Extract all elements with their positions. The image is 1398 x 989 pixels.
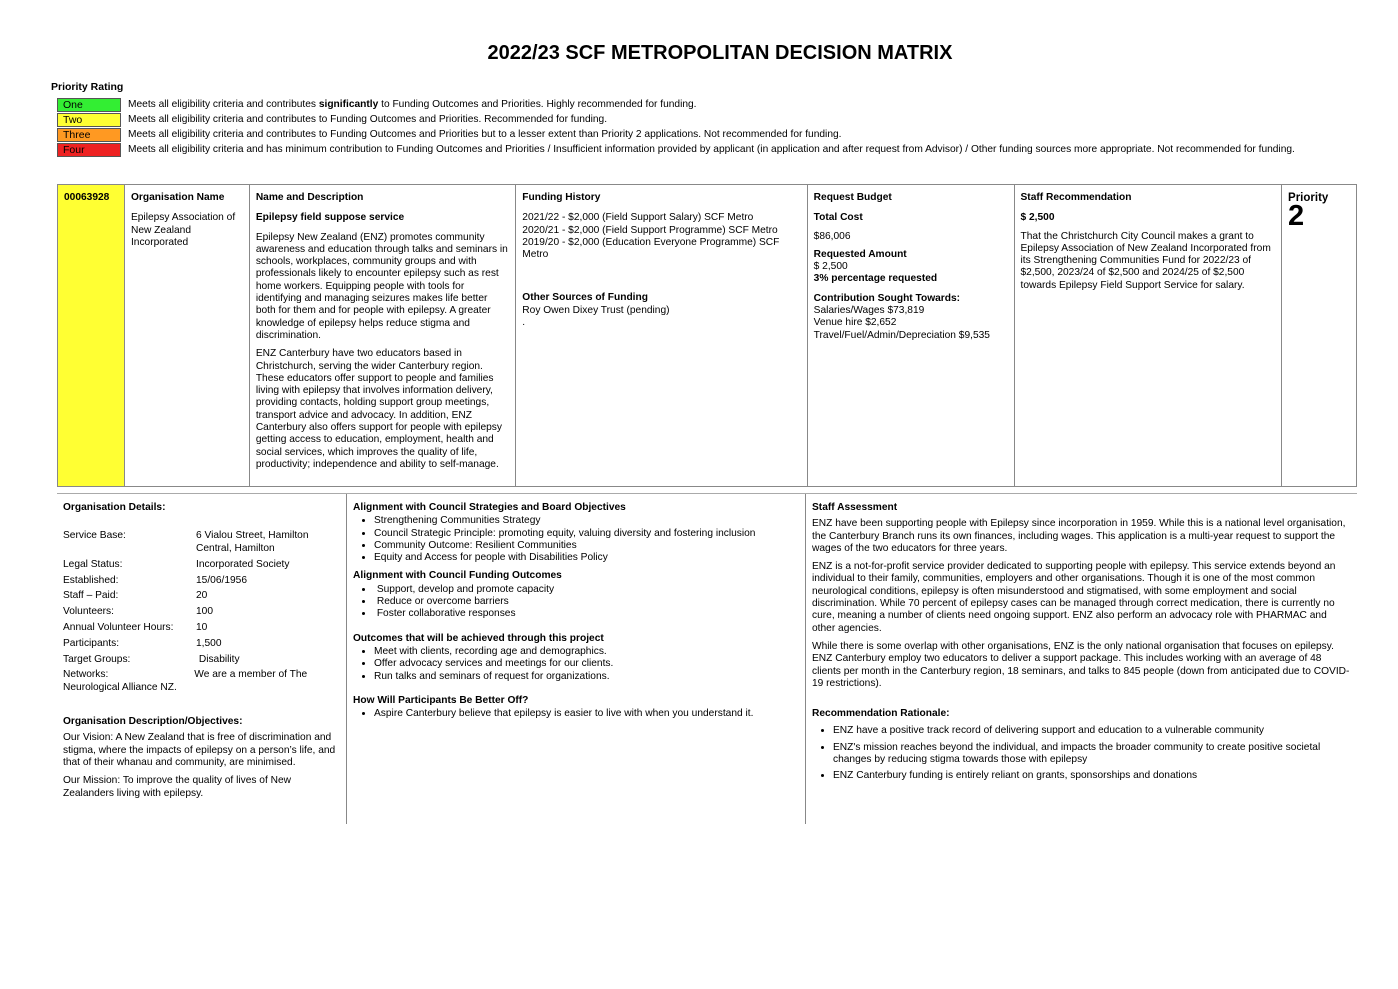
contribution-item: Travel/Fuel/Admin/Depreciation $9,535 (813, 329, 990, 341)
legend-swatch-one: One (57, 98, 121, 112)
requested-amount-label: Requested Amount (813, 248, 907, 260)
staff-assessment-section (806, 494, 1357, 824)
list-item: • Strengthening Communities Strategy (374, 515, 799, 527)
legend-row-two (57, 112, 1295, 127)
assessment-paragraph-3: While there is some overlap with other organisations, ENZ is the only national organisation that focuses on epilepsy. ENZ Canterbury employ two educators to deliver a support package. This includes working with an average of 48 clients per month in the Canterbury region, 18 seminars, and talks to 845 people (down from anticipated due to COVID-19 restrictions). (812, 640, 1350, 689)
legend-swatch-two: Two (57, 113, 121, 127)
staff-recommendation-amount: $ 2,500 (1020, 212, 1055, 224)
list-item: • Offer advocacy services and meetings for our clients. (374, 658, 799, 670)
funding-outcomes-list (353, 584, 799, 621)
list-item: • Foster collaborative responses (374, 608, 799, 620)
description-header: Name and Description (255, 192, 364, 203)
detail-row-service-base: Service Base: 6 Vialou Street, Hamilton Central, Hamilton (63, 530, 309, 554)
strategies-list (353, 515, 799, 564)
org-name-header: Organisation Name (130, 192, 225, 203)
detail-row-participants: Participants: 1,500 (63, 637, 222, 649)
assessment-paragraph-1: ENZ have been supporting people with Epilepsy since incorporation in 1959. While this is a national level organisation, the Canterbury Branch runs its own finances, including wages. This application is a multi-year request to support the wages of the two educators for three years. (812, 518, 1346, 554)
other-sources-header: Other Sources of Funding (522, 292, 648, 304)
priority-cell (1282, 185, 1357, 487)
page-title: 2022/23 SCF METROPOLITAN DECISION MATRIX (487, 42, 953, 64)
contribution-item: Venue hire $2,652 (813, 317, 897, 329)
description-paragraph-1: Epilepsy New Zealand (ENZ) promotes community awareness and education through talks and seminars in schools, workplaces, community groups and with professionals likely to encounter epilepsy such as rest home workers. Equipping people with tools for identifying and managing seizures makes life better both for them and for people with epilepsy. A greater knowledge of epilepsy helps reduce stigma and discrimination. (255, 231, 508, 341)
other-sources-dot: . (522, 317, 526, 329)
funding-history-header: Funding History (522, 192, 601, 203)
application-id: 00063928 (64, 192, 110, 203)
list-item: • Meet with clients, recording age and demographics. (374, 646, 799, 658)
legend-text-two: Meets all eligibility criteria and contributes to Funding Outcomes and Priorities. Recommended for funding. (128, 114, 608, 125)
priority-legend (57, 97, 1295, 157)
staff-assessment-heading: Staff Assessment (812, 502, 898, 513)
application-table (57, 184, 1357, 487)
list-item: • Council Strategic Principle: promoting equity, valuing diversity and fostering inclusion (374, 528, 799, 540)
rationale-list (812, 725, 1351, 782)
detail-row-networks: Networks: We are a member of The Neurological Alliance NZ. (63, 669, 308, 693)
project-name: Epilepsy field suppose service (255, 212, 405, 224)
outcomes-list (353, 646, 799, 683)
requested-amount: $ 2,500 (813, 261, 848, 273)
legend-row-one (57, 97, 1295, 112)
other-sources: Roy Owen Dixey Trust (pending) (522, 304, 670, 316)
total-cost: $86,006 (813, 230, 851, 242)
legend-text-three: Meets all eligibility criteria and contributes to Funding Outcomes and Priorities but to a lesser extent than Priority 2 applications. Not recommended for funding. (128, 129, 842, 140)
legend-text-four: Meets all eligibility criteria and has minimum contribution to Funding Outcomes and Priorities / Insufficient information provided by applicant (in application and after request from Advisor) / Other funding sources more appropriate. Not recommended for funding. (128, 144, 1295, 155)
funding-history-cell (516, 185, 807, 487)
legend-row-three (57, 127, 1295, 142)
description-paragraph-2: ENZ Canterbury have two educators based in Christchurch, serving the wider Canterbury region. These educators offer support to people and families living with epilepsy that involves information delivery, providing contacts, holding support group meetings, transport advice and advocacy. In addition, ENZ Canterbury also offers support for people with epilepsy getting access to education, employment, health and social services, which improves the quality of life, productivity; independence and ability to self-manage. (255, 348, 502, 470)
detail-row-volunteer-hours: Annual Volunteer Hours: 10 (63, 622, 208, 634)
list-item: • ENZ Canterbury funding is entirely reliant on grants, sponsorships and donations (833, 770, 1351, 782)
list-item: • Aspire Canterbury believe that epilepsy is easier to live with when you understand it. (374, 708, 799, 720)
assessment-paragraph-2: ENZ is a not-for-profit service provider dedicated to supporting people with epilepsy. This service extends beyond an individual to their family, communities, employers and other organisations. Though it is one of the most common neurological conditions, epilepsy is often misunderstood and stigmatised, with some employment and social discrimination. While 70 percent of epilepsy cases can be managed through correct medication, there is currently no cure, meaning a number of clients need ongoing support. ENZ also perform an advocacy role with PHARMAC and other agencies. (812, 561, 1336, 634)
outcomes-heading: Outcomes that will be achieved through this project (353, 632, 604, 644)
request-budget-header: Request Budget (813, 192, 892, 203)
list-item: • Run talks and seminars of request for organizations. (374, 671, 799, 683)
funding-history-item: 2020/21 - $2,000 (Field Support Programme) SCF Metro (522, 224, 778, 236)
legend-swatch-three: Three (57, 128, 121, 142)
priority-value: 2 (1288, 200, 1305, 233)
contribution-item: Salaries/Wages $73,819 (813, 305, 925, 317)
organisation-details (57, 494, 347, 824)
details-section (57, 493, 1357, 824)
participants-heading: How Will Participants Be Better Off? (353, 694, 529, 706)
detail-row-target-groups: Target Groups: Disability (63, 653, 240, 665)
detail-row-legal-status: Legal Status: Incorporated Society (63, 558, 290, 570)
org-vision: Our Vision: A New Zealand that is free of discrimination and stigma, where the impacts of epilepsy on a person’s life, and that of their whanau and community, are minimised. (63, 732, 336, 768)
detail-row-volunteers: Volunteers: 100 (63, 606, 213, 618)
list-item: • Community Outcome: Resilient Communities (374, 540, 799, 552)
request-budget-cell (807, 185, 1014, 487)
total-cost-label: Total Cost (813, 212, 863, 224)
strategies-heading: Alignment with Council Strategies and Board Objectives (353, 502, 626, 513)
contribution-label: Contribution Sought Towards: (813, 292, 961, 304)
priority-header: Priority (1288, 192, 1329, 204)
org-mission: Our Mission: To improve the quality of lives of New Zealanders living with epilepsy. (63, 775, 291, 799)
detail-row-established: Established: 15/06/1956 (63, 574, 247, 586)
percentage-requested: 3% percentage requested (813, 273, 938, 285)
staff-recommendation-cell (1014, 185, 1282, 487)
list-item: • Support, develop and promote capacity (374, 584, 799, 596)
funding-outcomes-heading: Alignment with Council Funding Outcomes (353, 570, 562, 582)
funding-history-item: 2021/22 - $2,000 (Field Support Salary) SCF Metro (522, 212, 754, 224)
alignment-section (347, 494, 806, 824)
list-item: • ENZ have a positive track record of delivering support and education to a vulnerable community (833, 725, 1351, 737)
org-name: Epilepsy Association of New Zealand Incorporated (130, 212, 236, 248)
priority-rating-heading: Priority Rating (51, 81, 124, 93)
legend-swatch-four: Four (57, 143, 121, 157)
description-cell (249, 185, 515, 487)
application-id-cell (58, 185, 125, 487)
org-name-cell (124, 185, 249, 487)
detail-row-staff-paid: Staff – Paid: 20 (63, 590, 208, 602)
legend-text-one: Meets all eligibility criteria and contributes significantly to Funding Outcomes and Priorities. Highly recommended for funding. (128, 99, 697, 110)
legend-row-four (57, 142, 1295, 157)
org-details-heading: Organisation Details: (63, 502, 166, 513)
list-item: • Reduce or overcome barriers (374, 596, 799, 608)
list-item: • Equity and Access for people with Disabilities Policy (374, 552, 799, 564)
funding-history-item: 2019/20 - $2,000 (Education Everyone Programme) SCF Metro (522, 236, 780, 261)
staff-recommendation-text: That the Christchurch City Council makes a grant to Epilepsy Association of New Zealand Incorporated from its Strengthening Communities Fund for 2022/23 of $2,500, 2023/24 of $2,500 and 2024/25 of $2,500 towards Epilepsy Field Support Service for salary. (1020, 230, 1271, 291)
participants-list (353, 708, 799, 720)
rationale-heading: Recommendation Rationale: (812, 708, 950, 720)
list-item: • ENZ's mission reaches beyond the individual, and impacts the broader community to create positive societal changes by reducing stigma towards those with epilepsy (833, 742, 1351, 767)
org-description-heading: Organisation Description/Objectives: (63, 716, 243, 728)
staff-recommendation-header: Staff Recommendation (1020, 192, 1132, 203)
